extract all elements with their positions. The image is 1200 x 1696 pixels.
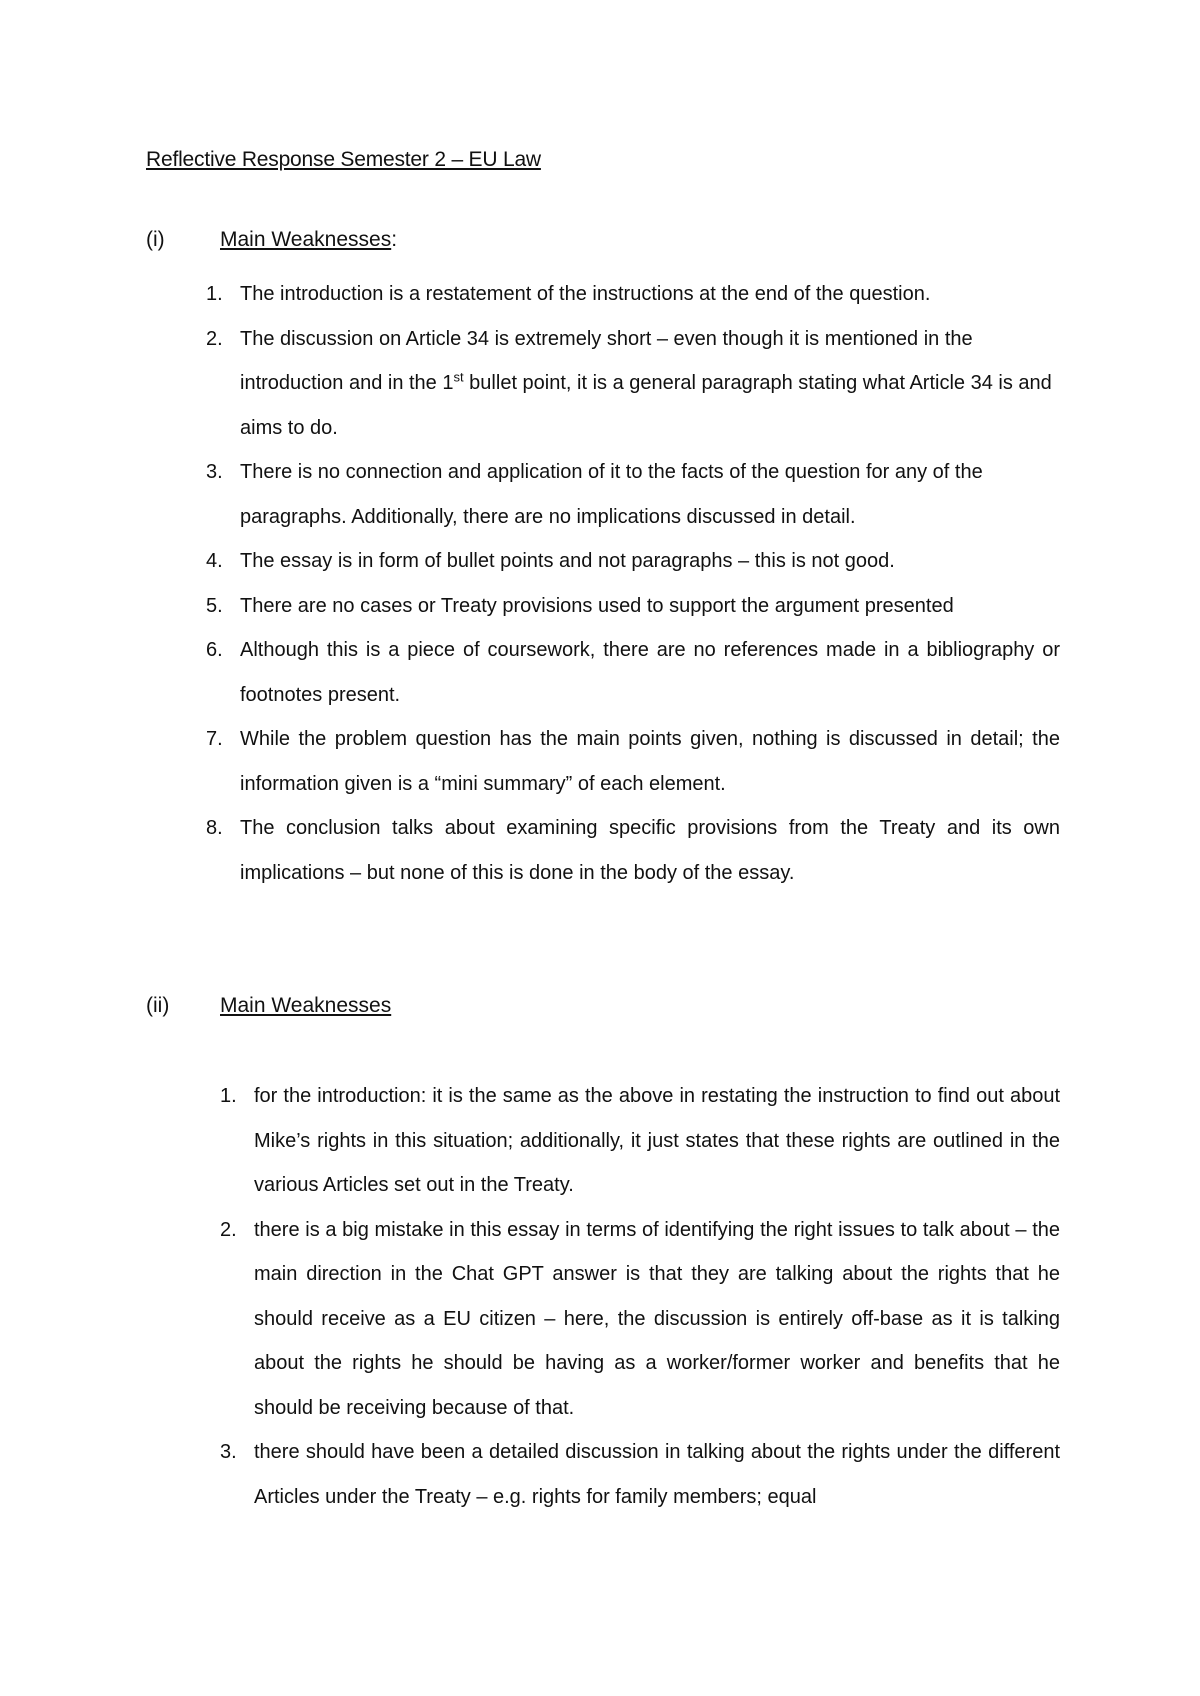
list-marker: 8. — [206, 817, 223, 839]
list-marker: 3. — [206, 461, 223, 483]
weakness-list-ii — [220, 1074, 1060, 1519]
list-item — [206, 539, 1060, 584]
list-item-text: There are no cases or Treaty provisions used to support the argument presented — [240, 594, 954, 617]
list-item — [206, 450, 1060, 539]
ordinal-superscript: st — [453, 369, 464, 385]
list-item-text: While the problem question has the main points given, nothing is discussed in detail; the information given is a “mini summary” of each element. — [240, 728, 1060, 795]
weakness-list-i — [206, 272, 1060, 895]
section-heading — [220, 228, 397, 252]
list-item — [220, 1430, 1060, 1519]
list-item — [206, 584, 1060, 629]
list-item-text: The essay is in form of bullet points and not paragraphs – this is not good. — [240, 550, 895, 572]
list-marker: 4. — [206, 550, 223, 572]
document-title: Reflective Response Semester 2 – EU Law — [146, 148, 541, 171]
section-heading — [220, 994, 391, 1018]
list-marker: 1. — [220, 1085, 237, 1107]
list-item — [220, 1074, 1060, 1208]
list-marker: 2. — [220, 1218, 237, 1241]
list-item — [206, 317, 1060, 451]
section-heading-colon: : — [391, 228, 398, 251]
list-item-text: for the introduction: it is the same as the above in restating the instruction to find out about Mike’s rights in this situation; additionally, it just states that these rights are outlined in the various Articles set out in the Treaty. — [254, 1085, 1060, 1196]
list-item-text-part: bullet point, it is a general paragraph stating what Article 34 is and aims to do. — [240, 372, 1052, 439]
list-item-text: Although this is a piece of coursework, there are no references made in a bibliography or footnotes present. — [240, 639, 1060, 706]
list-item-text: There is no connection and application of it to the facts of the question for any of the paragraphs. Additionally, there are no implications discussed in detail. — [240, 461, 983, 528]
list-marker: 2. — [206, 327, 223, 350]
list-item — [220, 1208, 1060, 1431]
section-heading-text: Main Weaknesses — [220, 994, 392, 1017]
section-number: (ii) — [146, 994, 170, 1017]
list-item-text: The conclusion talks about examining specific provisions from the Treaty and its own implications – but none of this is done in the body of the essay. — [240, 817, 1060, 884]
list-marker: 6. — [206, 639, 223, 661]
list-item — [206, 717, 1060, 806]
list-marker: 7. — [206, 728, 223, 750]
list-item-text — [240, 328, 1052, 439]
list-marker: 5. — [206, 594, 223, 617]
section-heading-text: Main Weaknesses — [220, 228, 392, 251]
list-item — [206, 628, 1060, 717]
list-item-text: The introduction is a restatement of the instructions at the end of the question. — [240, 283, 931, 305]
list-marker: 3. — [220, 1441, 237, 1463]
list-item-text-part: The discussion on Article 34 is extremely short – even though it is mentioned in the introduction and in the 1 — [240, 327, 973, 394]
list-item — [206, 806, 1060, 895]
list-item — [206, 272, 1060, 317]
section-number: (i) — [146, 228, 165, 251]
list-item-text: there is a big mistake in this essay in terms of identifying the right issues to talk about – the main direction in the Chat GPT answer is that they are talking about the rights that he should receive as a EU citizen – here, the discussion is entirely off-base as it is talking about the rights he should be having as a worker/former worker and benefits that he should be receiving because of that. — [254, 1218, 1060, 1419]
list-marker: 1. — [206, 283, 223, 305]
list-item-text: there should have been a detailed discussion in talking about the rights under the different Articles under the Treaty – e.g. rights for family members; equal — [254, 1441, 1060, 1508]
